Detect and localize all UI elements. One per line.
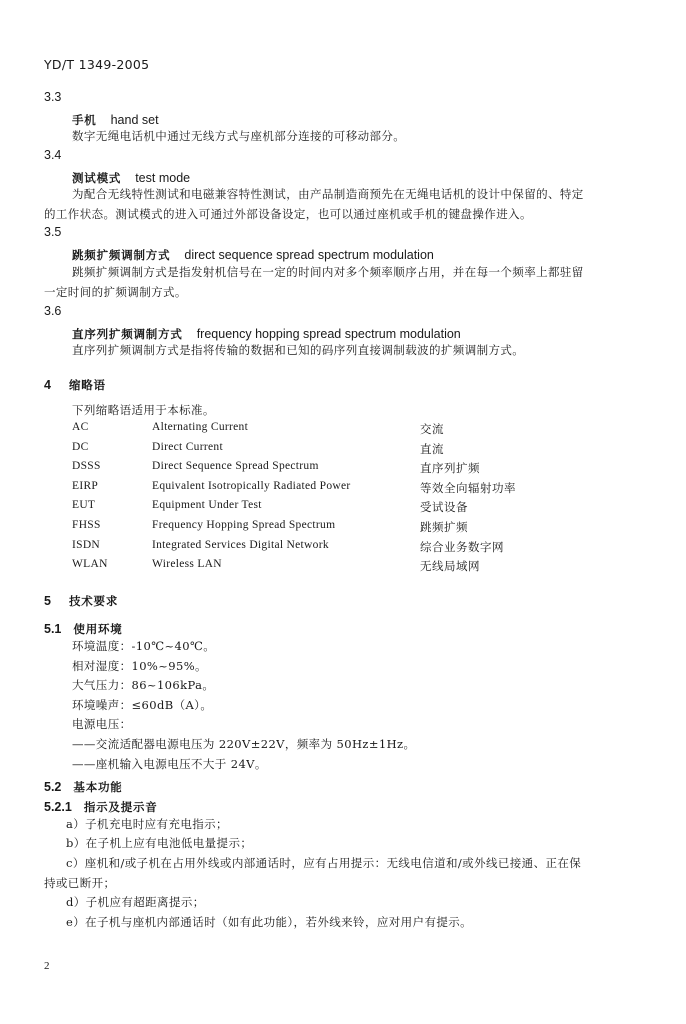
term-3-4-definition-line1: 为配合无线特性测试和电磁兼容特性测试，由产品制造商预先在无绳电话机的设计中保留的、特定 — [72, 187, 584, 201]
abbreviation-row — [72, 480, 632, 498]
document-code-header: YD/T 1349-2005 — [44, 57, 150, 72]
list-item-c-line2: 持或已断开； — [44, 876, 116, 890]
env-temperature: 环境温度：-10℃~40℃。 — [72, 639, 216, 653]
abbreviation-english: Alternating Current — [152, 421, 249, 433]
section-5-1-number: 5.1 — [44, 622, 62, 636]
term-3-6-heading — [72, 323, 461, 342]
term-3-5-heading — [72, 244, 434, 263]
env-humidity: 相对湿度：10%~95%。 — [72, 659, 207, 673]
section-5-2-1-number: 5.2.1 — [44, 800, 72, 814]
term-3-6-definition: 直序列扩频调制方式是指将传输的数据和已知的码序列直接调制载波的扩频调制方式。 — [72, 343, 525, 357]
list-item-c-line1: c）座机和/或子机在占用外线或内部通话时，应有占用提示：无线电信道和/或外线已接通、正在保 — [66, 856, 582, 870]
term-3-5-english: direct sequence spread spectrum modulation — [184, 248, 434, 262]
section-5-number: 5 — [44, 594, 51, 608]
section-5-1-heading — [44, 618, 123, 637]
abbreviation-chinese: 综合业务数字网 — [420, 540, 504, 554]
abbreviation-english: Integrated Services Digital Network — [152, 539, 329, 551]
term-3-3-english: hand set — [110, 113, 159, 127]
abbreviations-intro: 下列缩略语适用于本标准。 — [72, 403, 215, 417]
abbreviation-code: DC — [72, 441, 89, 453]
section-5-2-number: 5.2 — [44, 780, 62, 794]
section-5-2-1-heading — [44, 796, 158, 815]
abbreviation-english: Wireless LAN — [152, 558, 222, 570]
term-3-4-chinese: 测试模式 — [72, 171, 122, 185]
list-item-b: b）在子机上应有电池低电量提示； — [66, 836, 253, 850]
abbreviation-code: WLAN — [72, 558, 108, 570]
abbreviation-english: Equipment Under Test — [152, 499, 262, 511]
abbreviation-chinese: 直序列扩频 — [420, 461, 480, 475]
abbreviation-code: FHSS — [72, 519, 101, 531]
section-4-number: 4 — [44, 378, 51, 392]
list-item-a: a）子机充电时应有充电指示； — [66, 817, 228, 831]
abbreviation-english: Equivalent Isotropically Radiated Power — [152, 480, 351, 492]
term-3-5-definition-line2: 一定时间的扩频调制方式。 — [44, 285, 187, 299]
abbreviation-row — [72, 421, 632, 439]
abbreviation-row — [72, 539, 632, 557]
section-5-2-1-title: 指示及提示音 — [83, 800, 158, 814]
env-power-ac: ——交流适配器电源电压为 220V±22V，频率为 50Hz±1Hz。 — [72, 737, 416, 751]
abbreviation-code: AC — [72, 421, 89, 433]
term-3-3-heading — [72, 109, 159, 128]
abbreviation-row — [72, 441, 632, 459]
env-power-label: 电源电压： — [72, 717, 132, 731]
term-3-6-english: frequency hopping spread spectrum modulation — [196, 327, 461, 341]
section-4-heading — [44, 374, 106, 393]
term-3-4-definition-line2: 的工作状态。测试模式的进入可通过外部设备设定，也可以通过座机或手机的键盘操作进入。 — [44, 207, 532, 221]
abbreviation-english: Direct Sequence Spread Spectrum — [152, 460, 319, 472]
abbreviation-row — [72, 499, 632, 517]
page-number: 2 — [44, 960, 50, 972]
abbreviation-row — [72, 519, 632, 537]
abbreviation-code: EUT — [72, 499, 96, 511]
term-3-3-chinese: 手机 — [72, 113, 97, 127]
section-4-title: 缩略语 — [68, 378, 106, 392]
env-noise: 环境噪声：≤60dB（A）。 — [72, 698, 213, 712]
abbreviation-chinese: 等效全向辐射功率 — [420, 481, 516, 495]
abbreviation-chinese: 受试设备 — [420, 500, 468, 514]
abbreviation-english: Direct Current — [152, 441, 223, 453]
abbreviation-code: DSSS — [72, 460, 101, 472]
abbreviation-chinese: 交流 — [420, 422, 444, 436]
section-5-1-title: 使用环境 — [73, 622, 123, 636]
section-3-6-number: 3.6 — [44, 304, 62, 318]
env-pressure: 大气压力：86~106kPa。 — [72, 678, 215, 692]
section-5-2-heading — [44, 776, 123, 795]
abbreviation-chinese: 无线局域网 — [420, 559, 480, 573]
section-3-3-number: 3.3 — [44, 90, 62, 104]
term-3-3-definition: 数字无绳电话机中通过无线方式与座机部分连接的可移动部分。 — [72, 129, 406, 143]
term-3-5-chinese: 跳频扩频调制方式 — [72, 248, 171, 262]
term-3-6-chinese: 直序列扩频调制方式 — [72, 327, 183, 341]
abbreviation-row — [72, 558, 632, 576]
abbreviation-code: ISDN — [72, 539, 101, 551]
abbreviation-row — [72, 460, 632, 478]
abbreviation-chinese: 跳频扩频 — [420, 520, 468, 534]
term-3-5-definition-line1: 跳频扩频调制方式是指发射机信号在一定的时间内对多个频率顺序占用，并在每一个频率上都驻留 — [72, 265, 584, 279]
list-item-d: d）子机应有超距离提示； — [66, 895, 205, 909]
section-3-5-number: 3.5 — [44, 225, 62, 239]
abbreviation-chinese: 直流 — [420, 442, 444, 456]
abbreviation-code: EIRP — [72, 480, 99, 492]
section-3-4-number: 3.4 — [44, 148, 62, 162]
section-5-heading — [44, 590, 118, 609]
term-3-4-english: test mode — [135, 171, 191, 185]
env-power-base: ——座机输入电源电压不大于 24V。 — [72, 757, 267, 771]
section-5-title: 技术要求 — [68, 594, 119, 608]
term-3-4-heading — [72, 167, 190, 186]
section-5-2-title: 基本功能 — [73, 780, 123, 794]
list-item-e: e）在子机与座机内部通话时（如有此功能），若外线来铃，应对用户有提示。 — [66, 915, 473, 929]
abbreviation-english: Frequency Hopping Spread Spectrum — [152, 519, 336, 531]
